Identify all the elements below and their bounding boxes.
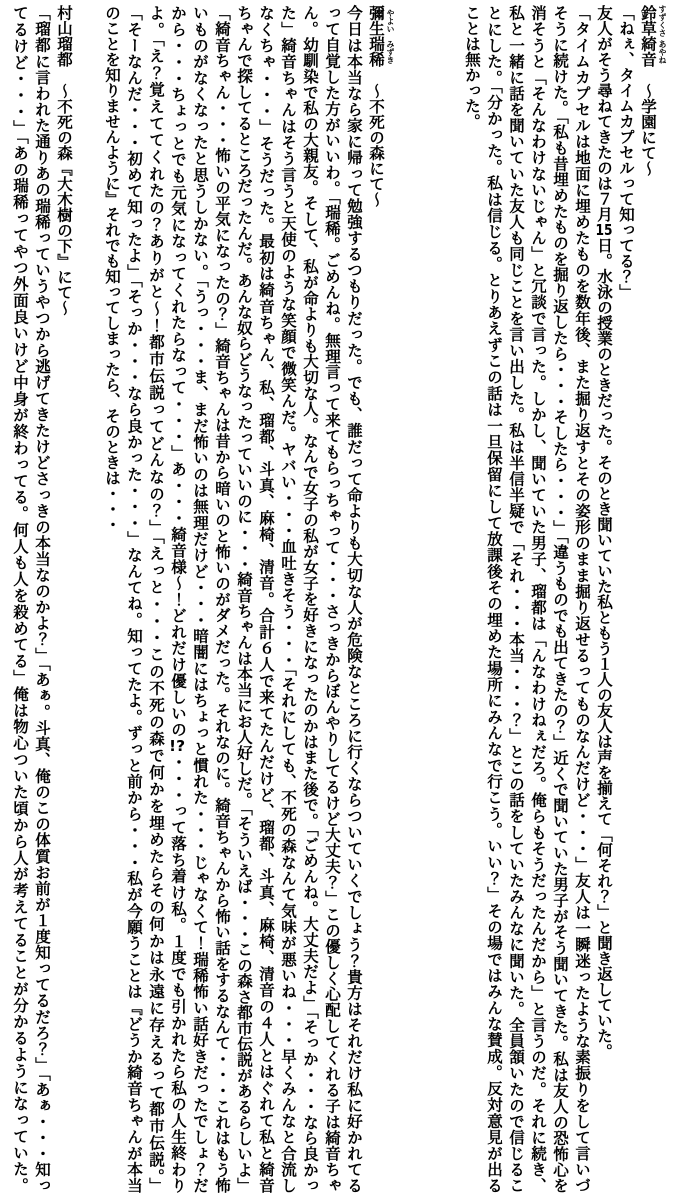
text-column: 「ねぇ、タイムカプセルって知ってる？」 bbox=[617, 5, 635, 300]
text-column: そうに続けた。「私も昔埋めたものを掘り返したら・・・そしたら・・・」「違うものでも出てきたの？」近くで聞いていた男子がそう聞いてきた。私は友人の恐怖心を bbox=[551, 5, 569, 1193]
text-column: 私と一緒に話を聞いていた友人も同じことを言い出した。私は半信半疑で「それ・・・本当・・・？」とこの話をしていたみんなに聞いた。全員頷いたので信じるこ bbox=[507, 5, 525, 1194]
name-ruby: やよい bbox=[386, 8, 395, 33]
text-column: 「瑠都に言われた通りあの瑞稀っていうやつから逃げてきたけどさっきの本当なのかよ？」「あぁ。斗真、俺のこの体質お前が１度知ってるだろ？」「あぁ・・・知っ bbox=[33, 5, 51, 1193]
name-base: 綺音 bbox=[639, 36, 657, 67]
section-yayoi-mizuki bbox=[101, 5, 395, 1194]
text-column: とにした。「分かった。私は信じる。とりあえずこの話は一旦保留にして放課後その埋めた場所にみんなで行こう。いい？」その場ではみんな賛成。反対意見が出る bbox=[485, 5, 503, 1193]
text-column: から・・・ちょっとでも元気になってくれたらなって・・・」あ・・・綺音様～！どれだけ優しいの!?・・・って落ち着け私。１度でも引かれたら私の人生終わり bbox=[169, 5, 187, 1193]
name-ruby: すずくさ bbox=[658, 5, 667, 37]
text-column: ん。幼馴染で私の大親友。そして、私が命よりも大切な人。なんで女子の私が女子を好きになったのかはまた後で。「ごめんね。大丈夫だよ」「そっか・・・なら良かっ bbox=[301, 5, 319, 1193]
section-murayama-ruto bbox=[9, 5, 75, 1193]
text-column: 「タイムカプセルは地面に埋めたものを数年後、また掘り返すとその姿形のまま掘り返せるってものなんだけど・・・」友人は一瞬迷ったような素振りをして言いづ bbox=[573, 5, 591, 1193]
name-base: 彌生 bbox=[367, 5, 385, 36]
text-column: なくちゃ・・・」そうだった。最初は綺音ちゃん、私、瑠都、斗真、麻椅、清音。合計６人で来てたんだけど、瑠都、斗真、麻椅、清音の４人とはぐれて私と綺音 bbox=[257, 5, 275, 1193]
text-column: いものがなくなったと思うしかない。「うっ・・・ま、まだ怖いのは無理だけど・・・暗闇にはちょっと慣れた・・・じゃなくて！瑞稀怖い話好きだったでしょ？だ bbox=[191, 5, 209, 1193]
text-column: 友人がそう尋ねてきたのは７月15日。水泳の授業のときだった。そのとき聞いていた私ともう１人の友人は声を揃えて「何それ？」と聞き返していた。 bbox=[595, 5, 613, 1059]
name-ruby-group bbox=[639, 5, 667, 37]
section-heading bbox=[637, 5, 667, 1193]
text-column: ちゃんで探してるところだったんだ。あんな奴らどうなったっていいのに・・・綺音ちゃんは本当にお人好しだ。「そういえば・・・この森さ都市伝説があるらしいよ」 bbox=[235, 5, 253, 1193]
upright-combined-text: !? bbox=[169, 737, 186, 754]
name-ruby: みずき bbox=[386, 39, 395, 64]
text-column: のことを知りませんように』それでも知ってしまったら、そのときは・・・ bbox=[103, 5, 121, 532]
text-column: てるけど・・・」「あの瑞稀ってやつ外面良いけど中身が終わってる。何人も人を殺めてる」俺は物心ついた頃から人が考えてることが分かるようになっていた。 bbox=[11, 5, 29, 1193]
section-subtitle: ～学園にて～ bbox=[639, 82, 657, 176]
name-base: 鈴草 bbox=[639, 5, 657, 36]
character-name bbox=[367, 5, 395, 67]
name-ruby-group bbox=[367, 5, 395, 36]
text-column: 「綺音ちゃん・・・怖いの平気になったの？」綺音ちゃんは昔から暗いのと怖いのがダメだった。それなのに。綺音ちゃんから怖い話をするなんて・・・これはもう怖 bbox=[213, 5, 231, 1193]
section-heading bbox=[53, 5, 75, 1193]
text-column: よ。「え？覚えててくれたの？ありがと～！都市伝説ってどんなの？」「えっと・・・この不死の森で何かを埋めたらその何かは永遠に存えるって都市伝説。」 bbox=[147, 5, 165, 1194]
text-column: 消そうと「そんなわけないじゃん」と冗談で言った。しかし、聞いていた男子、瑠都は「んなわけねぇだろ。俺らもそうだったんだから」と言うのだ。それに続き、 bbox=[529, 5, 547, 1193]
character-name bbox=[55, 5, 73, 67]
name-base: 瑞稀 bbox=[367, 36, 385, 67]
text-column: た」綺音ちゃんはそう言うと天使のような笑顔で微笑んだ。ヤバい・・・血吐きそう・・・「それにしても、不死の森なんて気味が悪いね・・・早くみんなと合流し bbox=[279, 5, 297, 1193]
section-heading bbox=[365, 5, 395, 1193]
text-column: 今日は本当なら家に帰って勉強するつもりだった。でも、誰だって命よりも大切な人が危険なところに行くならついていくでしょう？貴方はそれだけ私に好かれてる bbox=[345, 5, 363, 1194]
section-suzukusa-ayane bbox=[461, 5, 667, 1194]
text-column: って自覚した方がいいわ。「瑞稀。ごめんね。無理言って来てもらっちゃって・・・さっきからぼんやりしてるけど大丈夫？」この優しく心配してくれる子は綺音ちゃ bbox=[323, 5, 341, 1194]
name-base: 村山瑠都 bbox=[55, 5, 73, 67]
name-ruby: あやね bbox=[658, 39, 667, 64]
section-subtitle: ～不死の森『大木樹の下』にて～ bbox=[55, 82, 73, 315]
character-name bbox=[639, 5, 667, 67]
text-column: ことは無かった。 bbox=[463, 5, 481, 129]
upright-combined-text: 15 bbox=[595, 222, 613, 238]
name-ruby-group bbox=[367, 36, 395, 67]
text-column: 「そーなんだ・・・初めて知ったよ」「そっか・・・なら良かった・・・」なんてね。知ってたよ。ずっと前から・・・私が今願うことは『どうか綺音ちゃんが本当 bbox=[125, 5, 143, 1193]
section-subtitle: ～不死の森にて～ bbox=[367, 82, 385, 207]
name-ruby-group bbox=[639, 36, 667, 67]
